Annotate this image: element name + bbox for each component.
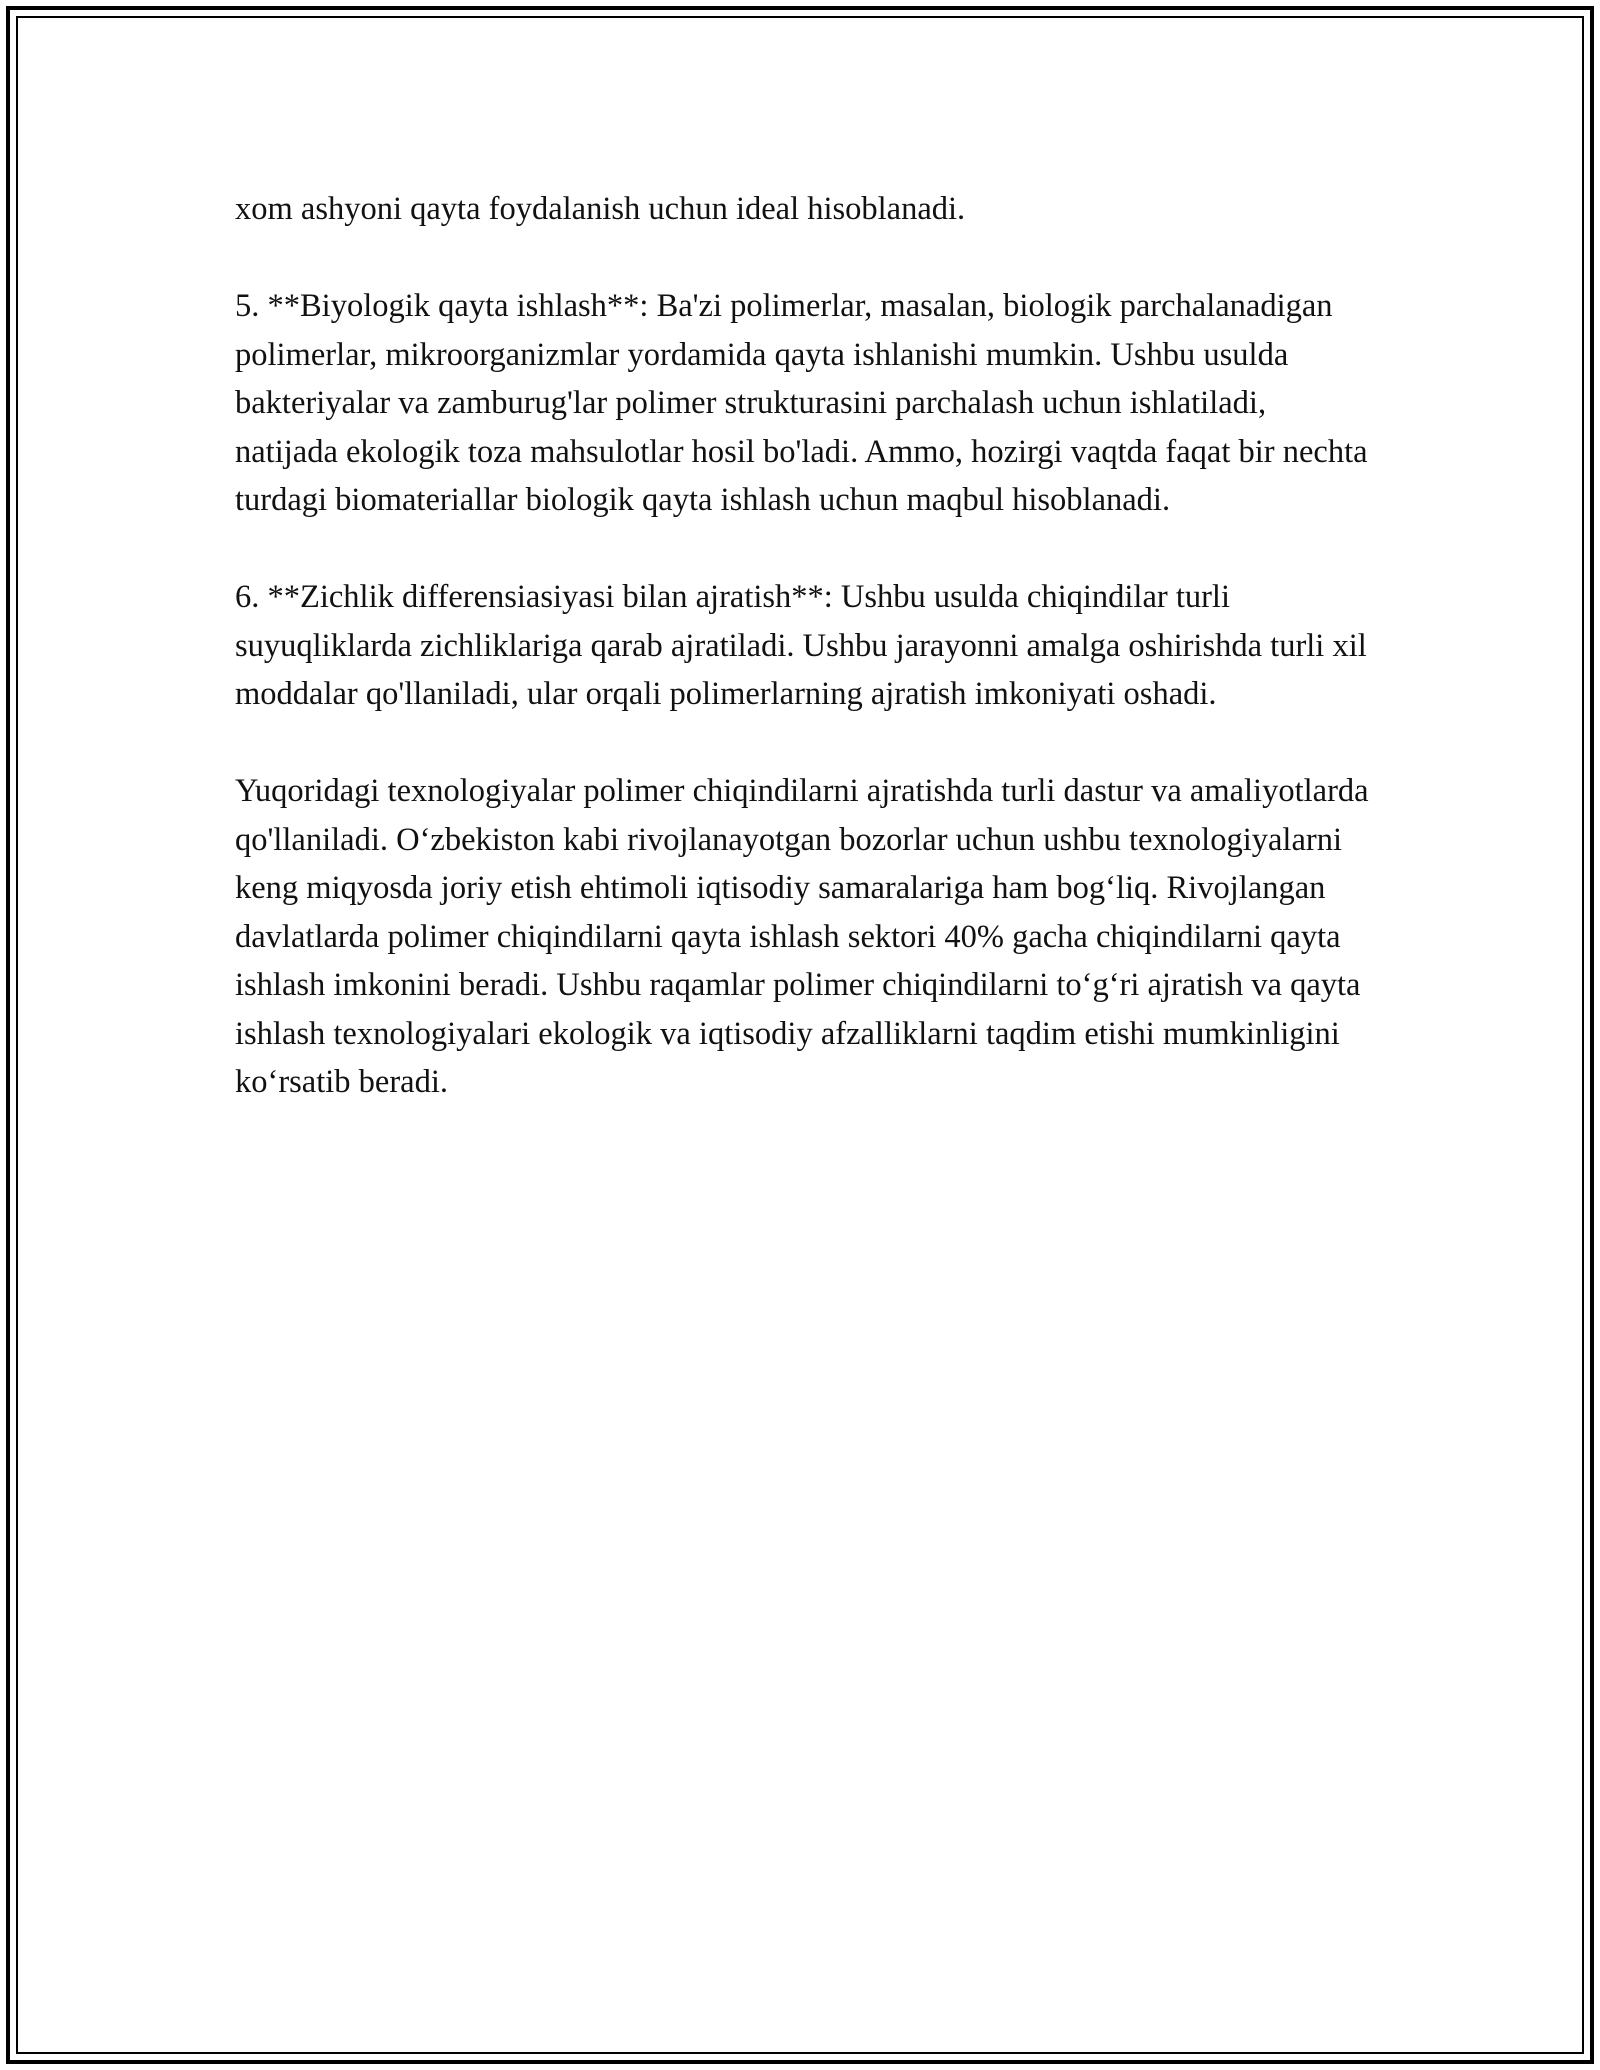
paragraph-biological-recycling: 5. **Biyologik qayta ishlash**: Ba'zi polimerlar, masalan, biologik parchalanadigan polimerlar, mikroorganizmlar yordamida qayta ishlanishi mumkin. Ushbu usulda bakteriyalar va zamburug'lar polimer strukturasini parchalash uchun ishlatiladi, natijada ekologik toza mahsulotlar hosil bo'ladi. Ammo, hozirgi vaqtda faqat bir nechta turdagi biomateriallar biologik qayta ishlash uchun maqbul hisoblanadi. bbox=[235, 288, 1368, 518]
paragraph-continuation: xom ashyoni qayta foydalanish uchun ideal hisoblanadi. bbox=[235, 191, 966, 227]
document-body bbox=[235, 185, 1375, 1155]
paragraph-density-separation: 6. **Zichlik differensiasiyasi bilan ajratish**: Ushbu usulda chiqindilar turli suyuqliklarda zichliklariga qarab ajratiladi. Ushbu jarayonni amalga oshirishda turli xil moddalar qo'llaniladi, ular orqali polimerlarning ajratish imkoniyati oshadi. bbox=[235, 579, 1367, 712]
paragraph-conclusion: Yuqoridagi texnologiyalar polimer chiqindilarni ajratishda turli dastur va amaliyotlarda qo'llaniladi. O‘zbekiston kabi rivojlanayotgan bozorlar uchun ushbu texnologiyalarni keng miqyosda joriy etish ehtimoli iqtisodiy samaralariga ham bog‘liq. Rivojlangan davlatlarda polimer chiqindilarni qayta ishlash sektori 40% gacha chiqindilarni qayta ishlash imkonini beradi. Ushbu raqamlar polimer chiqindilarni to‘g‘ri ajratish va qayta ishlash texnologiyalari ekologik va iqtisodiy afzalliklarni taqdim etishi mumkinligini ko‘rsatib beradi. bbox=[235, 773, 1369, 1100]
